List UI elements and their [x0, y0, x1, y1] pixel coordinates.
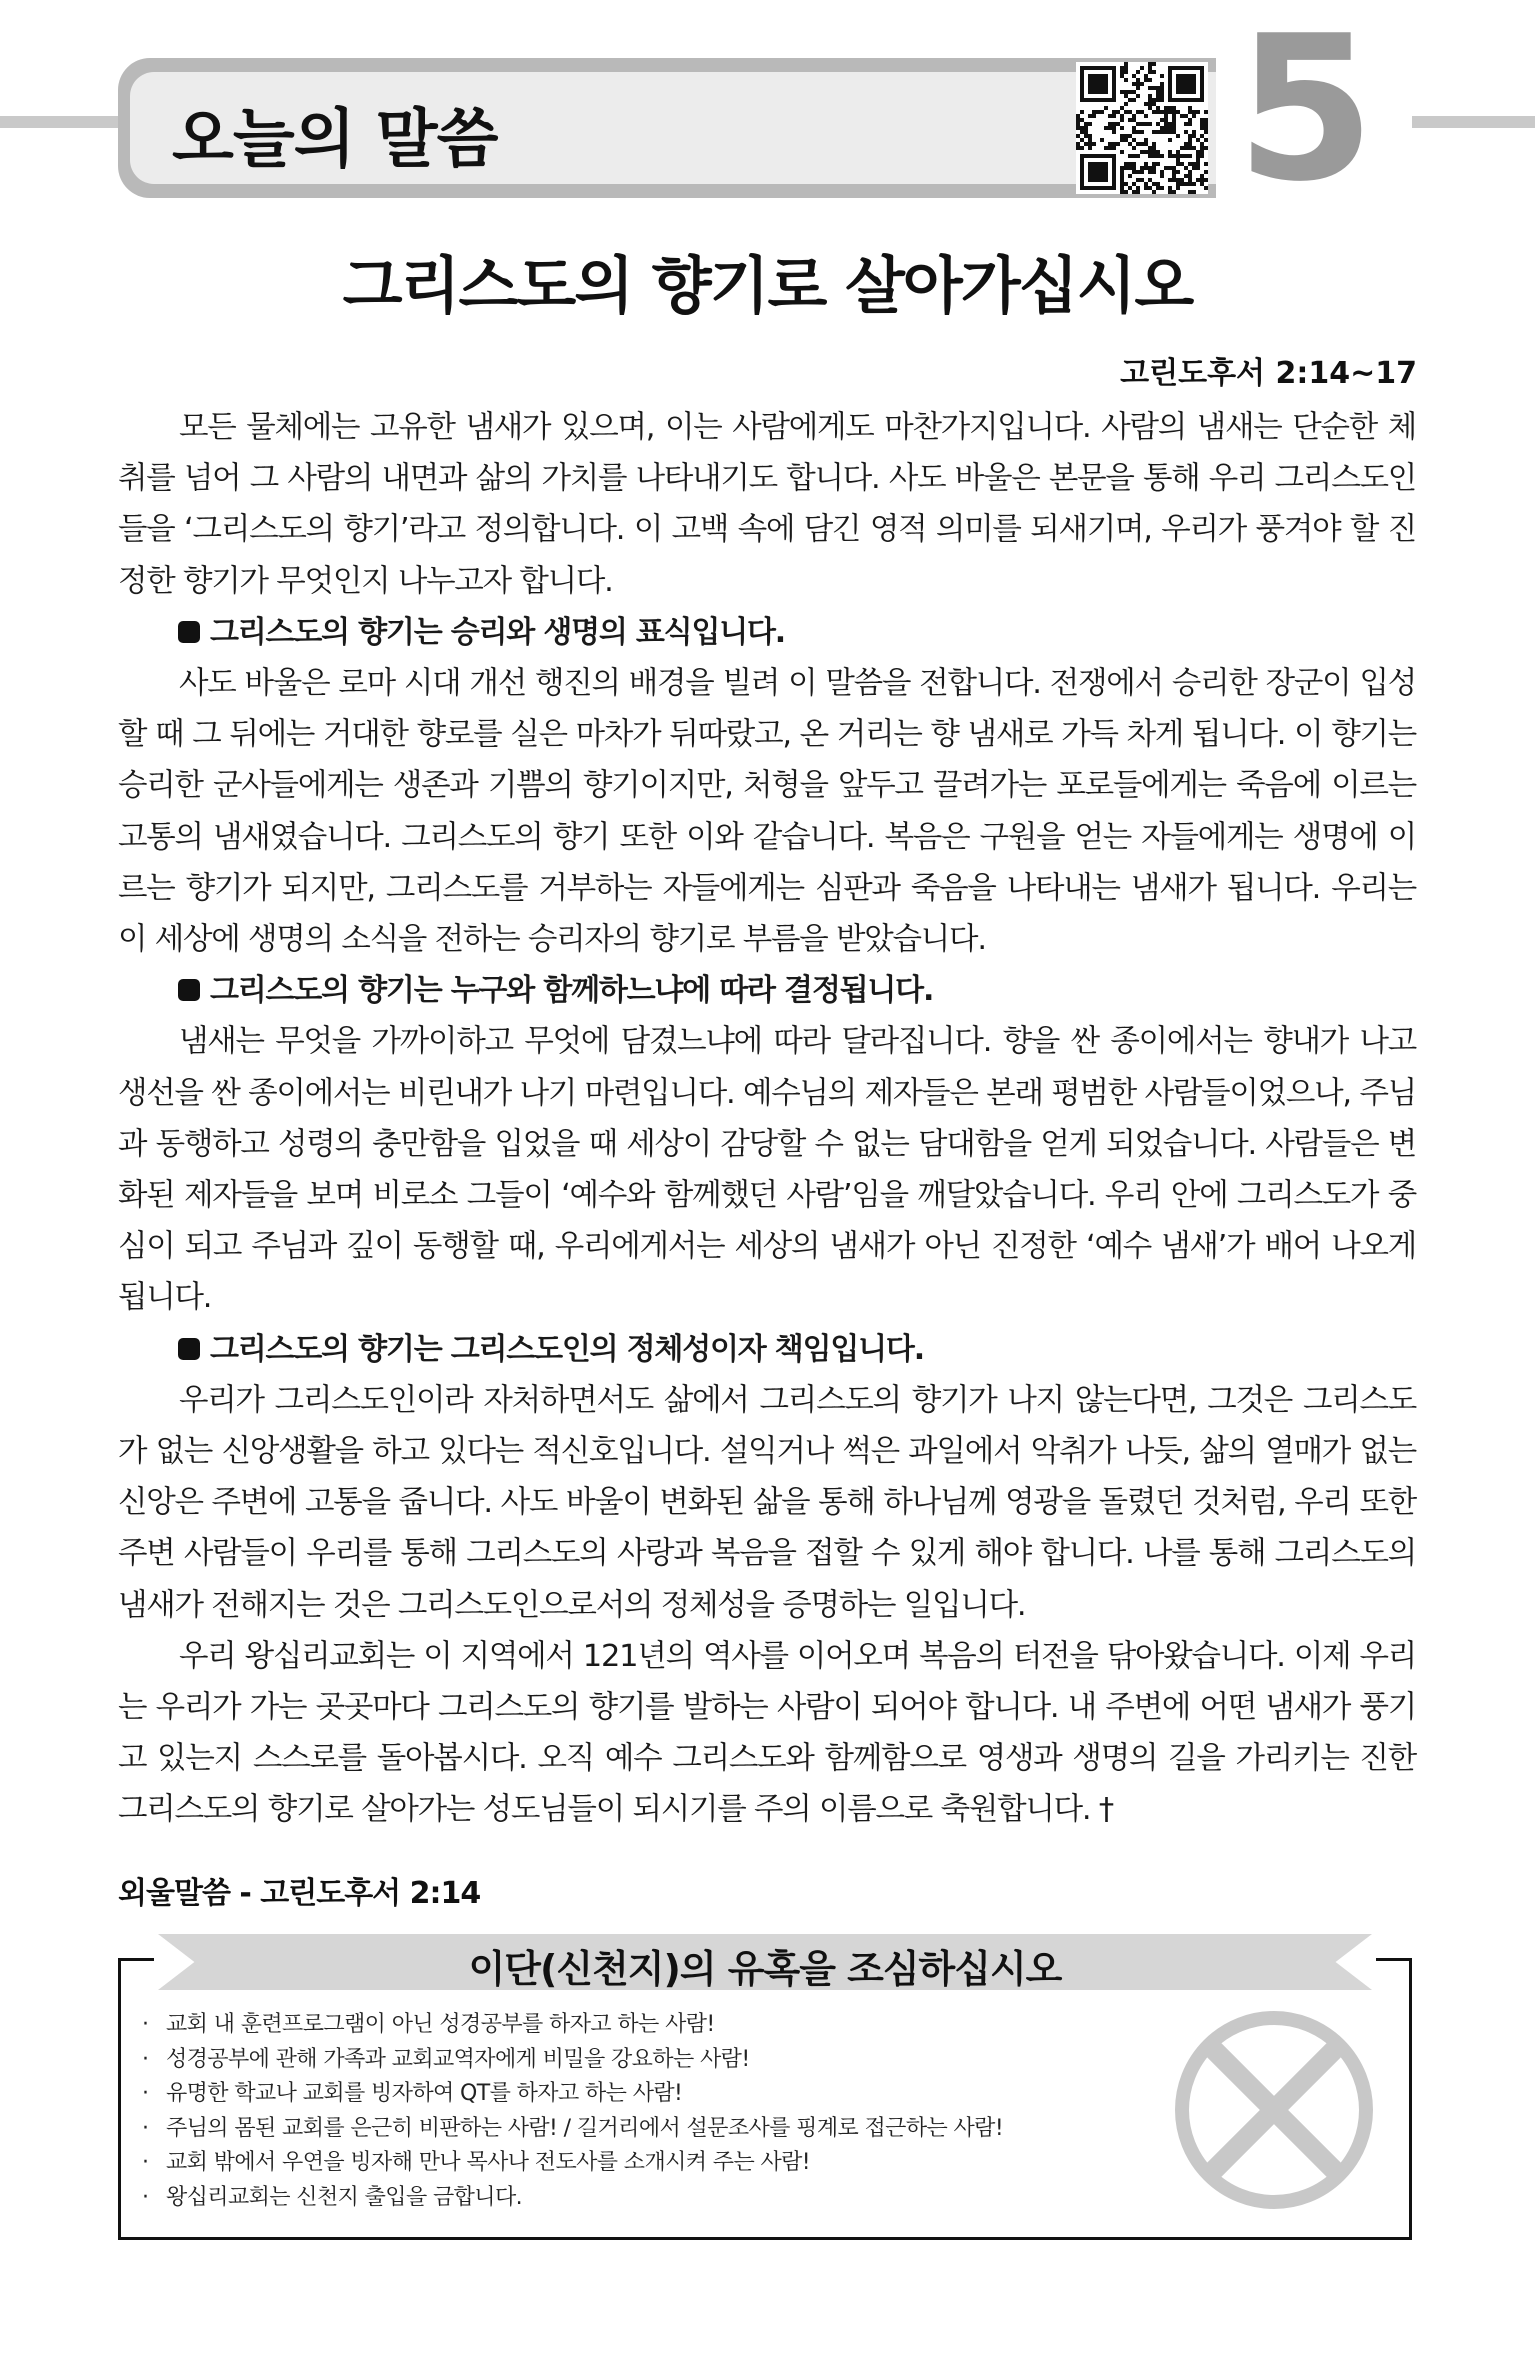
section-title: 오늘의 말씀: [172, 103, 498, 177]
section-paragraph: 냄새는 무엇을 가까이하고 무엇에 담겼느냐에 따라 달라집니다. 향을 싼 종이에서는 향내가 나고 생선을 싼 종이에서는 비린내가 나기 마련입니다. 예수님의 제자들은 본래 평범한 사람들이었으나, 주님과 동행하고 성령의 충만함을 입었을 때 세상이 감당할 수 없는 담대함을 얻게 되었습니다. 사람들은 변화된 제자들을 보며 비로소 그들이 ‘예수와 함께했던 사람’임을 깨달았습니다. 우리 안에 그리스도가 중심이 되고 주님과 깊이 동행할 때, 우리에게서는 세상의 냄새가 아닌 진정한 ‘예수 냄새’가 배어 나오게 됩니다.: [118, 1024, 1416, 1316]
sermon-body: [118, 402, 1416, 1836]
scripture-reference: 고린도후서 2:14~17: [1120, 356, 1417, 391]
section-heading-text: 그리스도의 향기는 승리와 생명의 표식입니다.: [210, 614, 785, 650]
warning-item: · 교회 밖에서 우연을 빙자해 만나 목사나 전도사를 소개시켜 주는 사람!: [142, 2146, 1142, 2181]
warning-item: · 교회 내 훈련프로그램이 아닌 성경공부를 하자고 하는 사람!: [142, 2008, 1142, 2043]
warning-item: · 왕십리교회는 신천지 출입을 금합니다.: [142, 2181, 1142, 2216]
section-paragraph: 사도 바울은 로마 시대 개선 행진의 배경을 빌려 이 말씀을 전합니다. 전쟁에서 승리한 장군이 입성할 때 그 뒤에는 거대한 향로를 실은 마차가 뒤따랐고, 온 거리는 향 냄새로 가득 차게 됩니다. 이 향기는 승리한 군사들에게는 생존과 기쁨의 향기이지만, 처형을 앞두고 끌려가는 포로들에게는 죽음에 이르는 고통의 냄새였습니다. 그리스도의 향기 또한 이와 같습니다. 복음은 구원을 얻는 자들에게는 생명에 이르는 향기가 되지만, 그리스도를 거부하는 자들에게는 심판과 죽음을 나타내는 냄새가 됩니다. 우리는 이 세상에 생명의 소식을 전하는 승리자의 향기로 부름을 받았습니다.: [118, 666, 1416, 958]
section-heading: [118, 965, 1416, 1016]
conclusion-paragraph: 우리 왕십리교회는 이 지역에서 121년의 역사를 이어오며 복음의 터전을 닦아왔습니다. 이제 우리는 우리가 가는 곳곳마다 그리스도의 향기를 발하는 사람이 되어야 합니다. 내 주변에 어떤 냄새가 풍기고 있는지 스스로를 돌아봅시다. 오직 예수 그리스도와 함께함으로 영생과 생명의 길을 가리키는 진한 그리스도의 향기로 살아가는 성도님들이 되시기를 주의 이름으로 축원합니다. †: [118, 1638, 1416, 1828]
qr-code-icon[interactable]: [1076, 62, 1208, 194]
section-heading-text: 그리스도의 향기는 그리스도인의 정체성이자 책임입니다.: [210, 1331, 924, 1367]
warning-item: · 주님의 몸된 교회를 은근히 비판하는 사람! / 길거리에서 설문조사를 핑계로 접근하는 사람!: [142, 2112, 1142, 2147]
warning-box-corner-left: [118, 1958, 154, 1961]
warning-title: 이단(신천지)의 유혹을 조심하십시오: [468, 1947, 1062, 1991]
warning-box-corner-right: [1376, 1958, 1412, 1961]
section-paragraph: 우리가 그리스도인이라 자처하면서도 삶에서 그리스도의 향기가 나지 않는다면, 그것은 그리스도가 없는 신앙생활을 하고 있다는 적신호입니다. 설익거나 썩은 과일에서 악취가 나듯, 삶의 열매가 없는 신앙은 주변에 고통을 줍니다. 사도 바울이 변화된 삶을 통해 하나님께 영광을 돌렸던 것처럼, 우리 또한 주변 사람들이 우리를 통해 그리스도의 사랑과 복음을 접할 수 있게 해야 합니다. 나를 통해 그리스도의 냄새가 전해지는 것은 그리스도인으로서의 정체성을 증명하는 일입니다.: [118, 1382, 1416, 1623]
square-bullet-icon: [178, 1338, 200, 1360]
intro-paragraph: 모든 물체에는 고유한 냄새가 있으며, 이는 사람에게도 마찬가지입니다. 사람의 냄새는 단순한 체취를 넘어 그 사람의 내면과 삶의 가치를 나타내기도 합니다. 사도 바울은 본문을 통해 우리 그리스도인들을 ‘그리스도의 향기’라고 정의합니다. 이 고백 속에 담긴 영적 의미를 되새기며, 우리가 풍겨야 할 진정한 향기가 무엇인지 나누고자 합니다.: [118, 410, 1416, 599]
header-rule-left: [0, 116, 130, 128]
sermon-title: 그리스도의 향기로 살아가십시오: [342, 249, 1193, 322]
prohibition-x-icon: [1168, 2004, 1380, 2216]
square-bullet-icon: [178, 621, 200, 643]
header-rule-right: [1400, 116, 1535, 128]
section-heading-text: 그리스도의 향기는 누구와 함께하느냐에 따라 결정됩니다.: [210, 973, 934, 1009]
square-bullet-icon: [178, 979, 200, 1001]
page-number: 5: [1236, 0, 1370, 226]
memory-verse: 외울말씀 - 고린도후서 2:14: [118, 1876, 481, 1911]
warning-item: · 유명한 학교나 교회를 빙자하여 QT를 하자고 하는 사람!: [142, 2077, 1142, 2112]
section-heading: [118, 1324, 1416, 1375]
section-heading: [118, 607, 1416, 658]
warning-item: · 성경공부에 관해 가족과 교회교역자에게 비밀을 강요하는 사람!: [142, 2043, 1142, 2078]
warning-list: [142, 2008, 1142, 2215]
